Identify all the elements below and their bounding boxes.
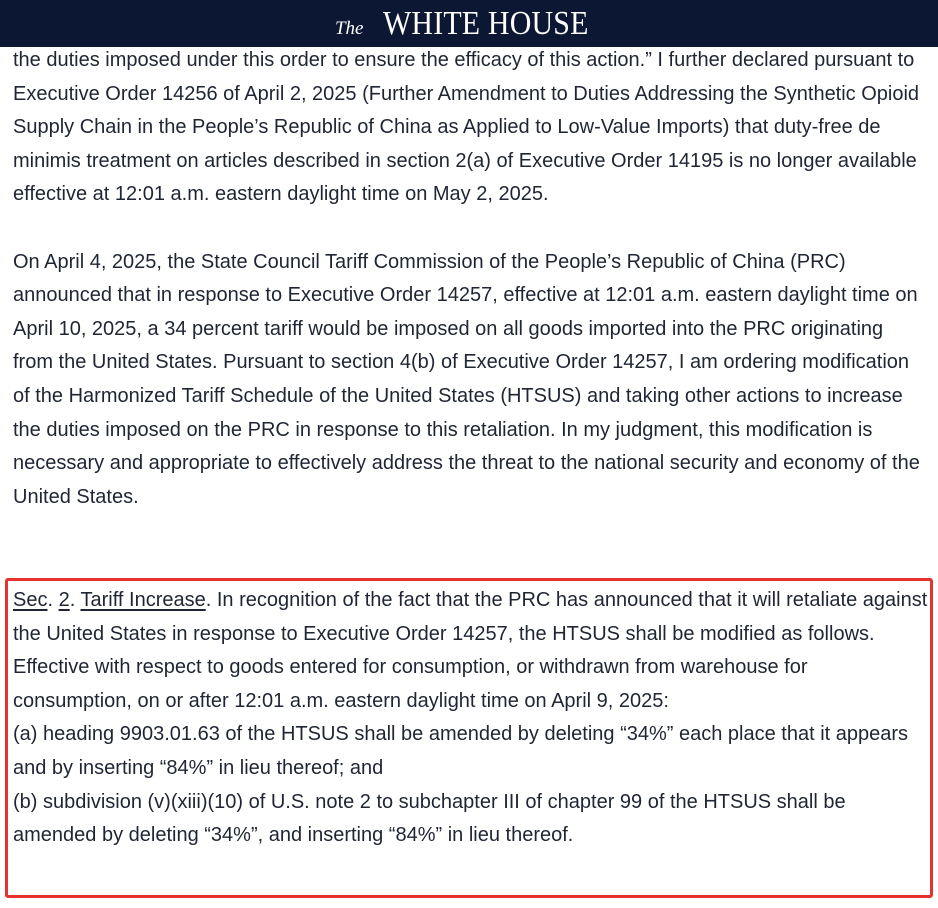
section-2-item-a: (a) heading 9903.01.63 of the HTSUS shall be amended by deleting “34%” each place that it appears and by inserting “84%” in lieu thereof; and [13, 723, 909, 779]
white-house-logo-link[interactable] [335, 5, 603, 43]
section-number-punct: . [69, 589, 81, 611]
section-title: Tariff Increase [80, 589, 206, 611]
site-header [0, 0, 938, 47]
section-label-punct: . [47, 589, 59, 611]
article-body [13, 44, 928, 514]
article-paragraph-2: On April 4, 2025, the State Council Tariff Commission of the People’s Republic of China (PRC) announced that in response to Executive Order 14257, effective at 12:01 a.m. eastern daylight time on April 10, 2025, a 34 percent tariff would be imposed on all goods imported into the PRC originating from the United States. Pursuant to section 4(b) of Executive Order 14257, I am ordering modification of the Harmonized Tariff Schedule of the United States (HTSUS) and taking other actions to increase the duties imposed on the PRC in response to this retaliation. In my judgment, this modification is necessary and appropriate to effectively address the threat to the national security and economy of the United States. [13, 250, 920, 508]
section-2-intro [13, 584, 928, 718]
section-number: 2 [58, 589, 70, 611]
brand-name: WHITE HOUSE [383, 4, 590, 42]
section-2 [13, 584, 928, 853]
section-label: Sec [13, 589, 48, 611]
section-2-item-b: (b) subdivision (v)(xiii)(10) of U.S. note 2 to subchapter III of chapter 99 of the HTSUS shall be amended by deleting “34%”, and inserting “84%” in lieu thereof. [13, 790, 846, 847]
brand-prefix: The [334, 17, 364, 39]
section-intro-text: . In recognition of the fact that the PRC has announced that it will retaliate against the United States in response to Executive Order 14257, the HTSUS shall be modified as follows. Effective with respect to goods entered for consumption, or withdrawn from warehouse for consumption, on or after 12:01 a.m. eastern daylight time on April 9, 2025: [13, 589, 928, 712]
article-paragraph-1: the duties imposed under this order to ensure the efficacy of this action.” I further declared pursuant to Executive Order 14256 of April 2, 2025 (Further Amendment to Duties Addressing the Synthetic Opioid Supply Chain in the People’s Republic of China as Applied to Low-Value Imports) that duty-free de minimis treatment on articles described in section 2(a) of Executive Order 14195 is no longer available effective at 12:01 a.m. eastern daylight time on May 2, 2025. [13, 49, 920, 206]
